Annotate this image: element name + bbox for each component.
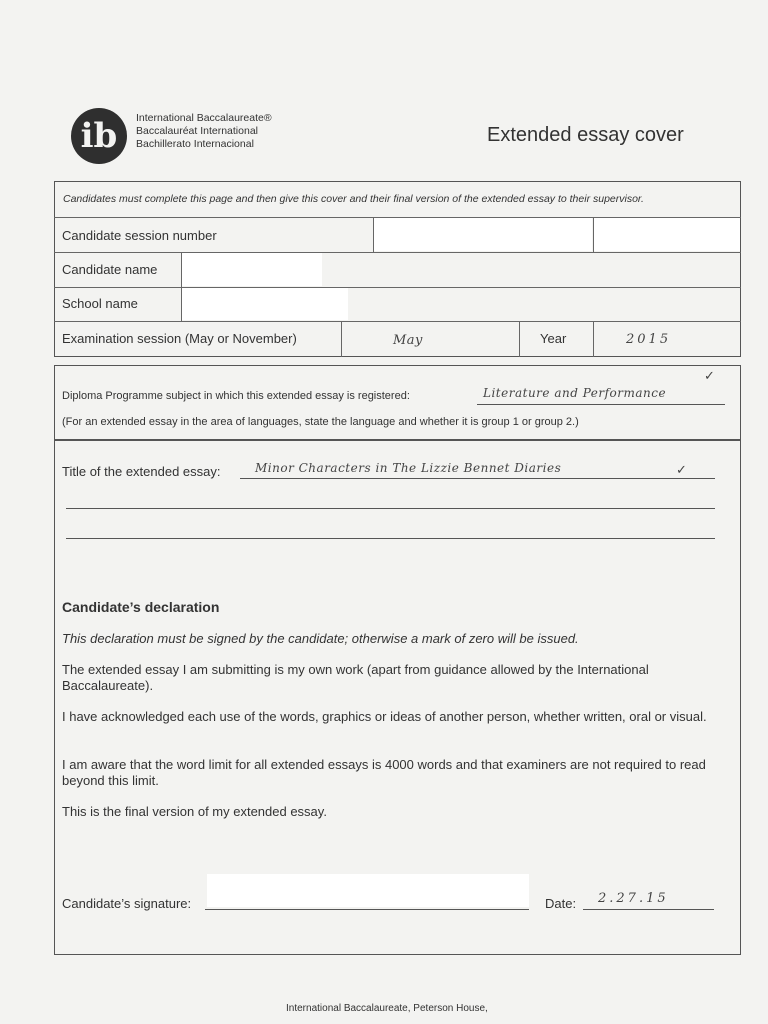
organisation-names xyxy=(136,112,272,151)
subject-check-mark: ✓ xyxy=(704,368,715,383)
statement-word-limit: I am aware that the word limit for all extended essays is 4000 words and that examiners are not required to read beyond this limit. xyxy=(62,757,706,788)
session-number-label: Candidate session number xyxy=(62,228,217,243)
signature-label: Candidate’s signature: xyxy=(62,896,192,911)
footer-address: International Baccalaureate, Peterson House, xyxy=(286,1003,488,1014)
svg-text:ib: ib xyxy=(80,116,118,156)
statement-own-work: The extended essay I am submitting is my own work (apart from guidance allowed by the International Baccalaureate). xyxy=(62,662,649,693)
exam-session-value[interactable]: May xyxy=(393,333,423,348)
candidate-name-label: Candidate name xyxy=(62,262,158,277)
declaration-heading: Candidate’s declaration xyxy=(62,599,220,615)
essay-title-value[interactable]: Minor Characters in The Lizzie Bennet Diaries xyxy=(255,461,562,475)
org-name-fr: Baccalauréat International xyxy=(136,125,258,137)
language-note: (For an extended essay in the area of languages, state the language and whether it is group 1 or group 2.) xyxy=(62,416,579,428)
candidate-name-field[interactable] xyxy=(182,253,322,286)
subject-box xyxy=(54,365,741,440)
statement-final-version: This is the final version of my extended essay. xyxy=(62,804,327,819)
exam-session-label: Examination session (May or November) xyxy=(62,331,297,346)
title-check-mark: ✓ xyxy=(676,462,687,477)
school-name-label: School name xyxy=(62,296,138,311)
year-label: Year xyxy=(540,331,567,346)
declaration-notice: This declaration must be signed by the candidate; otherwise a mark of zero will be issued. xyxy=(62,631,579,646)
instructions-text: Candidates must complete this page and then give this cover and their final version of the extended essay to their supervisor. xyxy=(63,193,644,205)
session-number-field-1[interactable] xyxy=(374,218,592,251)
signature-field[interactable] xyxy=(207,874,529,907)
statement-acknowledged: I have acknowledged each use of the words, graphics or ideas of another person, whether written, oral or visual. xyxy=(62,709,707,724)
year-value[interactable]: 2015 xyxy=(626,332,672,347)
subject-value[interactable]: Literature and Performance xyxy=(483,386,667,400)
date-label: Date: xyxy=(545,896,577,911)
school-name-field[interactable] xyxy=(182,288,348,320)
page-title: Extended essay cover xyxy=(487,124,684,146)
session-number-field-2[interactable] xyxy=(594,218,740,251)
org-name-en: International Baccalaureate® xyxy=(136,112,272,124)
essay-title-label: Title of the extended essay: xyxy=(62,464,221,479)
org-name-es: Bachillerato Internacional xyxy=(136,138,254,150)
date-value[interactable]: 2.27.15 xyxy=(598,891,669,906)
subject-label: Diploma Programme subject in which this extended essay is registered: xyxy=(62,390,410,402)
ib-logo-icon xyxy=(70,107,128,165)
